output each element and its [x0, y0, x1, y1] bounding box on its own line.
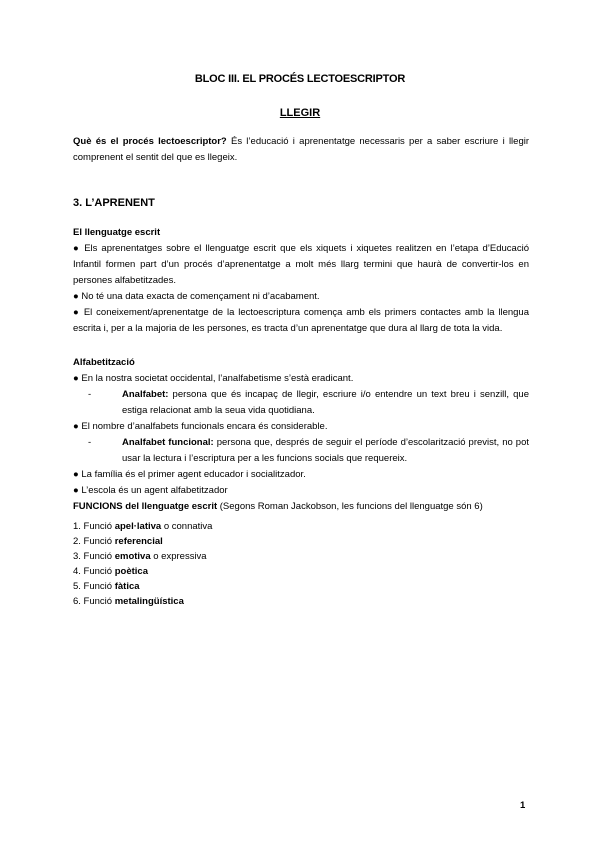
literacy-heading: Alfabetització	[73, 357, 135, 368]
document-title: BLOC III. EL PROCÉS LECTOESCRIPTOR	[194, 73, 406, 85]
literacy-bullet-2: ● El nombre d’analfabets funcionals encara és considerable.	[73, 421, 328, 432]
written-language-bullet-3: ● El coneixement/aprenentatge de la lectoescriptura comença amb els primers contactes amb la llengua escrita i, per a la majoria de les persones, es tracta d’un aprenentatge que dura al llarg de tota la vida.	[73, 307, 529, 334]
list-item	[73, 534, 529, 549]
page-number: 1	[520, 800, 526, 811]
intro-question: Què és el procés lectoescriptor?	[73, 136, 227, 147]
definition-analfabet-funcional	[73, 435, 529, 467]
definition-analfabet-text	[122, 387, 529, 419]
dash-marker: -	[88, 389, 92, 400]
item-bold: poètica	[114, 566, 148, 577]
functions-list	[73, 519, 529, 609]
list-item	[73, 564, 529, 579]
item-bold: metalingüística	[114, 596, 184, 607]
item-bold: emotiva	[114, 551, 151, 562]
literacy-bullet-1: ● En la nostra societat occidental, l’analfabetisme s’està eradicant.	[73, 373, 354, 384]
intro-paragraph	[73, 134, 529, 166]
item-bold: referencial	[114, 536, 163, 547]
item-prefix: 5. Funció	[73, 581, 115, 592]
definition-term: Analfabet funcional:	[122, 437, 214, 448]
written-language-heading: El llenguatge escrit	[73, 227, 161, 238]
intro-answer: És l’educació i aprenentatge necessaris per a saber escriure i llegir comprenent el sentit del que es llegeix.	[73, 136, 529, 163]
document-body	[73, 134, 529, 609]
dash-marker: -	[88, 437, 92, 448]
literacy-bullet-3: ● La família és el primer agent educador i socialitzador.	[73, 469, 306, 480]
item-bold: fàtica	[114, 581, 140, 592]
list-item	[73, 594, 529, 609]
definition-analfabet	[73, 387, 529, 419]
item-suffix: o expressiva	[150, 551, 207, 562]
list-item	[73, 519, 529, 534]
functions-heading-rest: del llenguatge escrit	[122, 501, 218, 512]
document-subtitle: LLEGIR	[279, 107, 321, 119]
item-bold: apel·lativa	[114, 521, 162, 532]
functions-heading	[73, 499, 529, 515]
definition-term: Analfabet:	[122, 389, 169, 400]
list-item	[73, 579, 529, 594]
definition-body: persona que, després de seguir el període d’escolarització previst, no pot usar la lectura i l’escriptura per a les funcions socials que requereix.	[122, 437, 530, 464]
item-prefix: 3. Funció	[73, 551, 115, 562]
item-prefix: 1. Funció	[73, 521, 115, 532]
item-prefix: 6. Funció	[73, 596, 115, 607]
written-language-bullet-2: ● No té una data exacta de començament ni d’acabament.	[73, 291, 320, 302]
item-prefix: 2. Funció	[73, 536, 115, 547]
section-heading: 3. L’APRENENT	[73, 197, 155, 209]
written-language-bullet-1: ● Els aprenentatges sobre el llenguatge escrit que els xiquets i xiquetes realitzen en l’etapa d’Educació Infantil formen part d’un procés d’aprenentatge a molt més llarg termini que haurà de convertir-los en persones alfabetitzades.	[73, 243, 529, 286]
item-suffix: o connativa	[161, 521, 213, 532]
definition-analfabet-funcional-text	[122, 435, 529, 467]
functions-heading-bold: FUNCIONS	[73, 501, 123, 512]
list-item	[73, 549, 529, 564]
literacy-bullet-4: ● L’escola és un agent alfabetitzador	[73, 485, 228, 496]
item-prefix: 4. Funció	[73, 566, 115, 577]
definition-body: persona que és incapaç de llegir, escriure i/o entendre un text breu i senzill, que estiga relacionat amb la seua vida quotidiana.	[122, 389, 529, 416]
functions-heading-note: (Segons Roman Jackobson, les funcions del llenguatge són 6)	[217, 501, 483, 512]
